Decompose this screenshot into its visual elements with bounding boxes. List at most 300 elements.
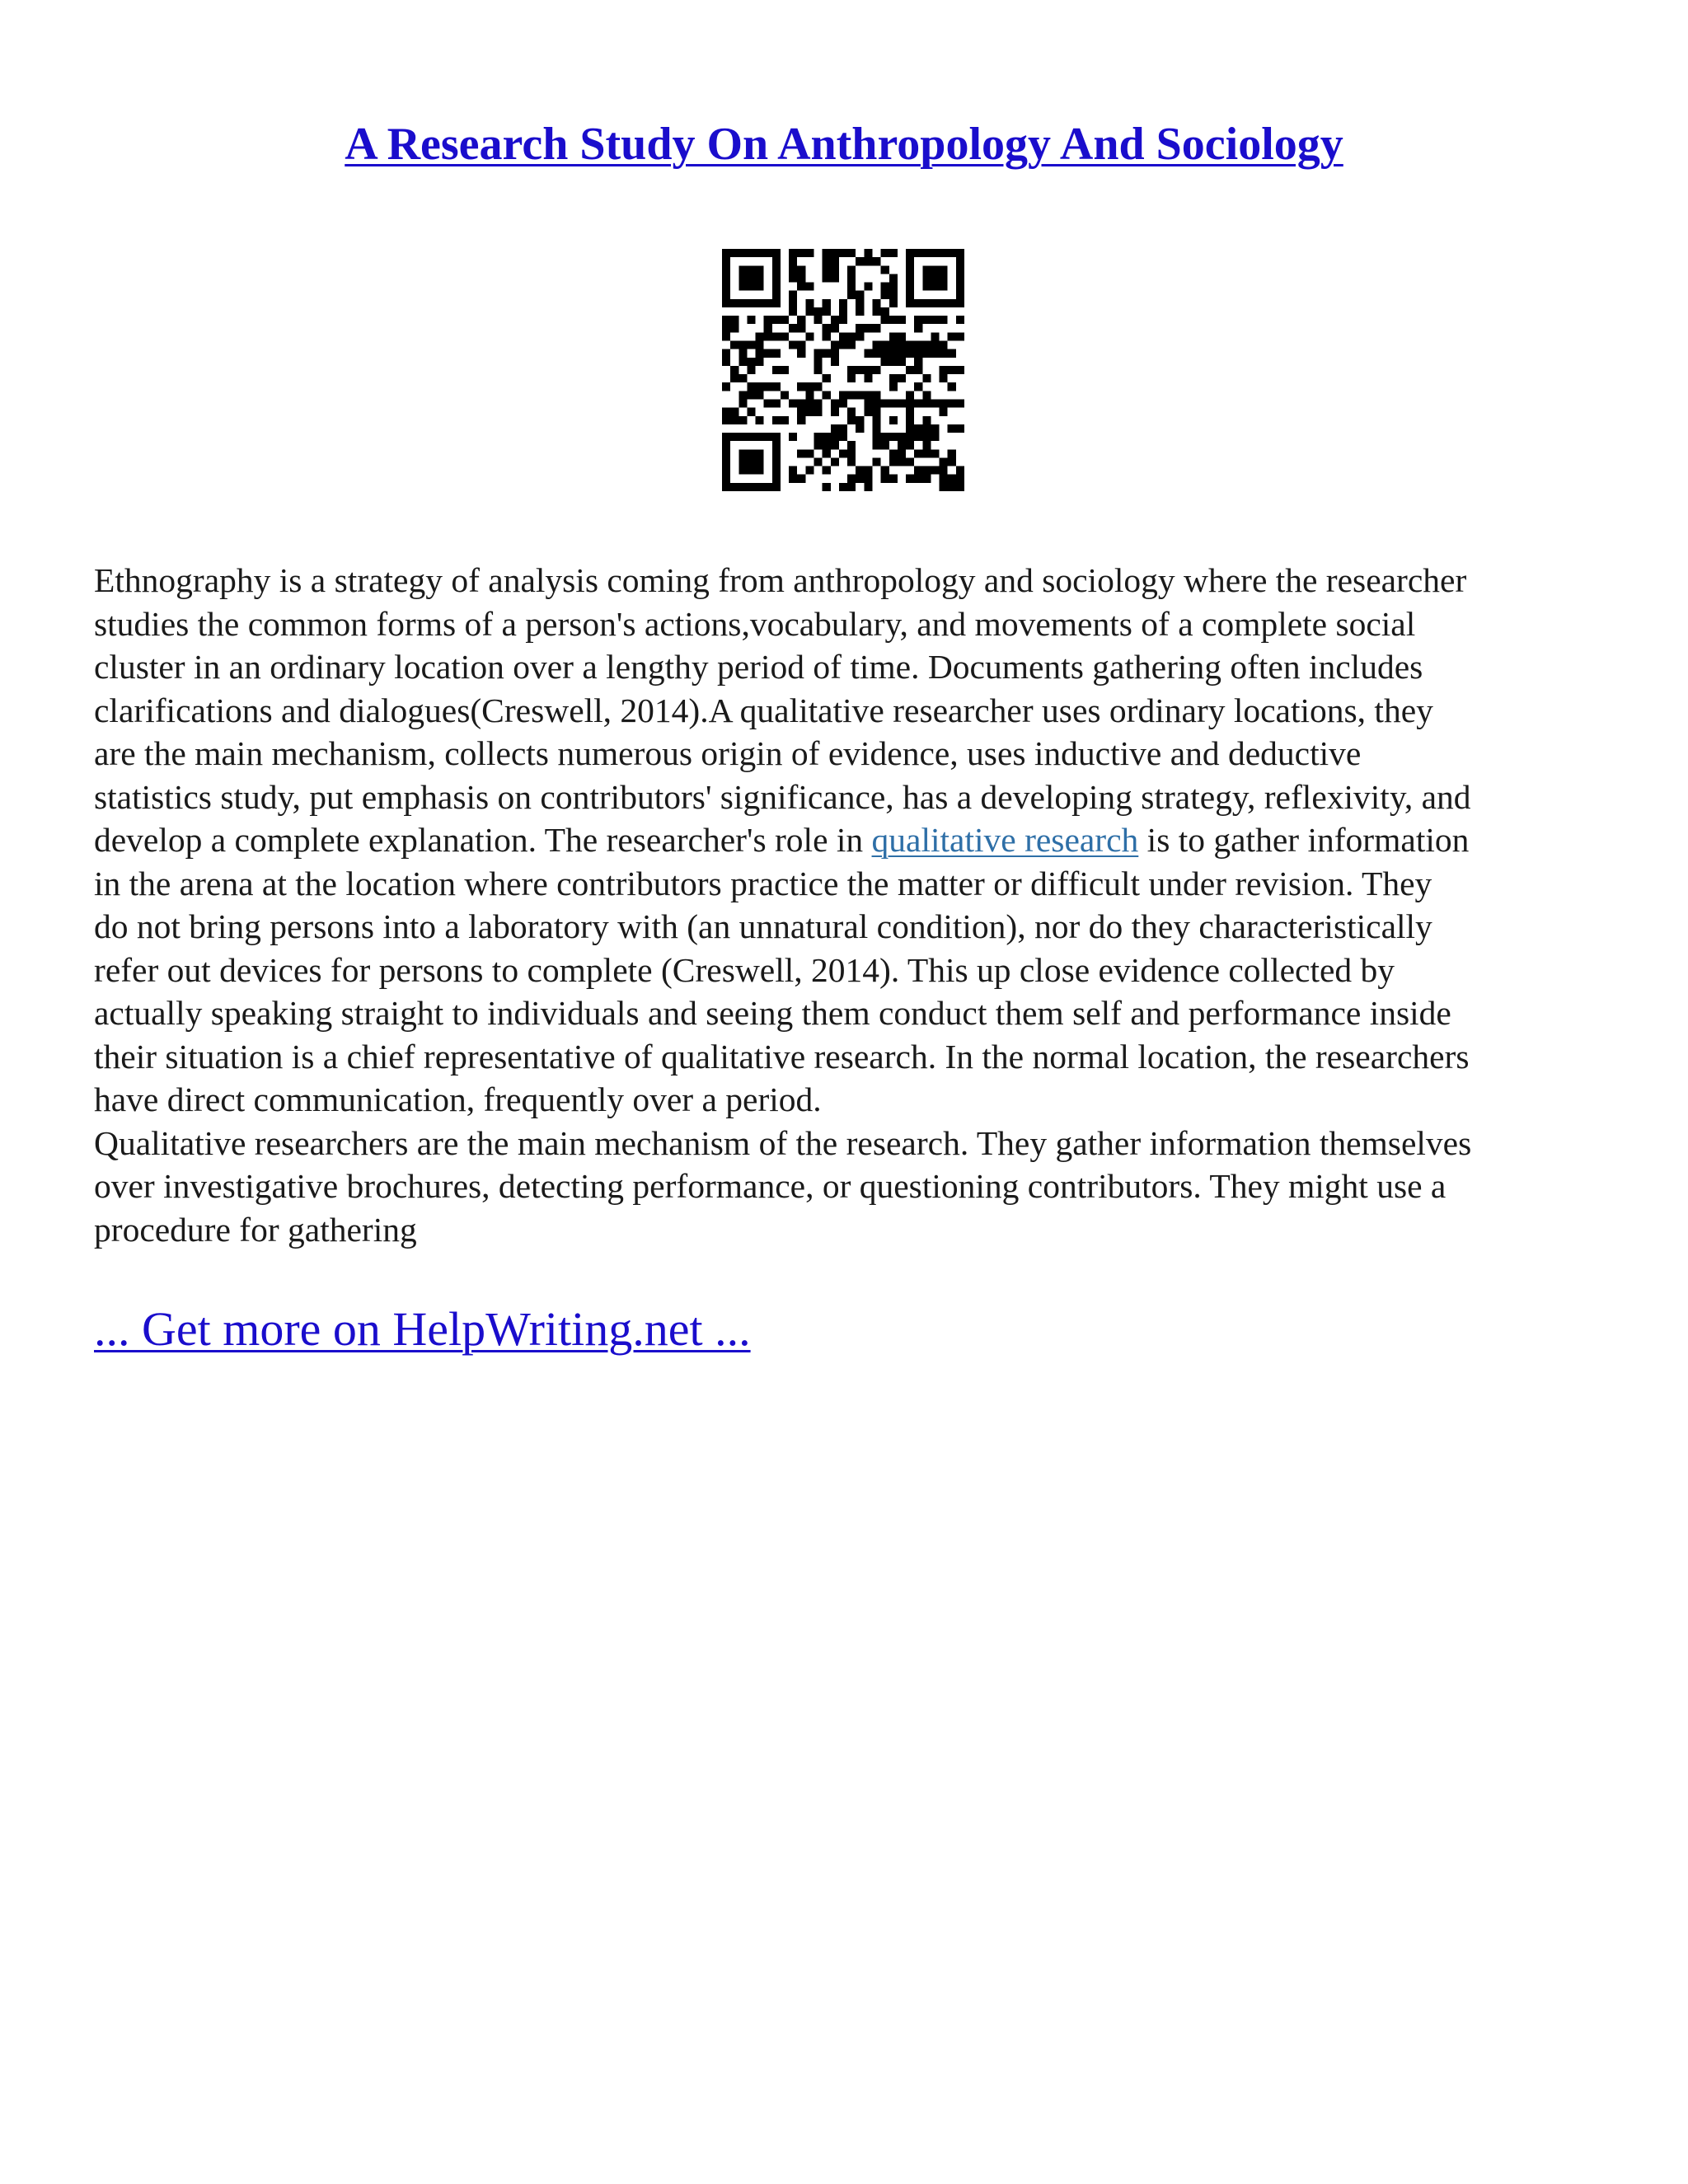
qr-module: [814, 457, 823, 466]
qr-module: [756, 265, 764, 274]
qr-module: [922, 299, 931, 307]
qr-module: [906, 291, 914, 299]
qr-module: [722, 316, 730, 324]
qr-module: [940, 475, 948, 483]
qr-module: [823, 391, 831, 399]
qr-module: [948, 399, 956, 407]
qr-module: [906, 274, 914, 282]
qr-module: [914, 424, 922, 433]
qr-module: [789, 399, 797, 407]
qr-module: [931, 283, 939, 291]
qr-module: [889, 374, 898, 382]
qr-module: [940, 366, 948, 374]
qr-module: [948, 457, 956, 466]
qr-module: [898, 332, 906, 340]
qr-module: [831, 457, 839, 466]
qr-module: [906, 457, 914, 466]
qr-module: [772, 433, 781, 441]
qr-module: [914, 324, 922, 332]
qr-module: [906, 283, 914, 291]
qr-module: [856, 332, 864, 340]
qr-module: [914, 475, 922, 483]
qr-module: [881, 249, 889, 257]
qr-module: [772, 366, 781, 374]
qr-module: [747, 408, 755, 416]
body-line: Qualitative researchers are the main mechanism of the research. They gather information themselves: [94, 1123, 1472, 1162]
qr-module: [738, 483, 747, 491]
qr-module: [889, 475, 898, 483]
qr-module: [847, 274, 856, 282]
qr-module: [839, 249, 847, 257]
qr-module: [881, 475, 889, 483]
qr-module: [872, 349, 880, 358]
qr-module: [839, 483, 847, 491]
qr-module: [823, 483, 831, 491]
qr-module: [764, 316, 772, 324]
qr-module: [756, 416, 764, 424]
qr-module: [764, 399, 772, 407]
qr-module: [764, 483, 772, 491]
qr-module: [881, 341, 889, 349]
qr-module: [906, 391, 914, 399]
get-more-link[interactable]: ... Get more on HelpWriting.net ...: [94, 1302, 751, 1356]
qr-module: [931, 299, 939, 307]
qr-module: [747, 382, 755, 391]
qr-module: [722, 475, 730, 483]
qr-module: [948, 449, 956, 457]
qr-module: [756, 466, 764, 475]
qr-module: [906, 441, 914, 449]
qr-module: [831, 324, 839, 332]
qr-module: [722, 433, 730, 441]
qr-module: [922, 399, 931, 407]
qr-module: [756, 457, 764, 466]
qr-module: [805, 332, 814, 340]
qr-module: [772, 475, 781, 483]
qr-module: [747, 483, 755, 491]
qr-module: [756, 358, 764, 366]
qr-module: [881, 307, 889, 316]
qr-module: [831, 257, 839, 265]
qr-module: [872, 257, 880, 265]
qr-module: [914, 382, 922, 391]
qr-module: [823, 449, 831, 457]
qr-module: [831, 433, 839, 441]
qr-module: [789, 299, 797, 307]
qr-module: [730, 366, 738, 374]
qr-module: [898, 316, 906, 324]
qr-module: [747, 341, 755, 349]
qr-module: [730, 408, 738, 416]
qr-module: [931, 466, 939, 475]
qr-module: [797, 449, 805, 457]
qr-module: [789, 466, 797, 475]
qr-module: [914, 466, 922, 475]
qr-module: [872, 399, 880, 407]
qr-module: [756, 332, 764, 340]
qr-module: [931, 349, 939, 358]
qr-module: [747, 316, 755, 324]
qr-module: [881, 358, 889, 366]
qr-module: [756, 391, 764, 399]
qr-module: [940, 374, 948, 382]
qr-module: [931, 316, 939, 324]
qr-module: [864, 374, 872, 382]
title-link[interactable]: A Research Study On Anthropology And Sociology: [345, 119, 1343, 170]
qr-module: [831, 249, 839, 257]
qr-module: [823, 324, 831, 332]
qr-module: [948, 483, 956, 491]
qr-module: [906, 424, 914, 433]
qr-module: [738, 341, 747, 349]
qr-module: [906, 299, 914, 307]
qr-module: [756, 299, 764, 307]
qr-module: [948, 475, 956, 483]
qr-module: [722, 332, 730, 340]
qr-module: [881, 291, 889, 299]
qr-module: [738, 299, 747, 307]
body-line: procedure for gathering: [94, 1210, 417, 1249]
qr-module: [956, 466, 964, 475]
qr-module: [889, 349, 898, 358]
qr-module: [756, 249, 764, 257]
qr-module: [864, 399, 872, 407]
qr-module: [747, 366, 755, 374]
qr-module: [722, 457, 730, 466]
qr-module: [956, 274, 964, 282]
qr-module: [881, 283, 889, 291]
qr-module: [738, 265, 747, 274]
qr-module: [940, 408, 948, 416]
qr-module: [722, 466, 730, 475]
qr-module: [722, 283, 730, 291]
qr-module: [914, 399, 922, 407]
qr-module: [940, 249, 948, 257]
qr-module: [839, 433, 847, 441]
qr-module: [747, 433, 755, 441]
qr-module: [940, 316, 948, 324]
qr-code-graphic: [722, 249, 964, 491]
qr-module: [931, 332, 939, 340]
qr-module: [797, 316, 805, 324]
qr-module: [823, 332, 831, 340]
qr-module: [747, 283, 755, 291]
qr-module: [805, 382, 814, 391]
qr-module: [914, 341, 922, 349]
body-line: are the main mechanism, collects numerous origin of evidence, uses inductive and deductive: [94, 734, 1362, 772]
qr-module: [797, 283, 805, 291]
qr-module: [881, 441, 889, 449]
qr-module: [789, 249, 797, 257]
qr-module: [730, 299, 738, 307]
qr-module: [906, 366, 914, 374]
qr-module: [889, 433, 898, 441]
qr-module: [931, 433, 939, 441]
qr-module: [839, 332, 847, 340]
qr-module: [772, 441, 781, 449]
qr-module: [805, 283, 814, 291]
qr-module: [814, 433, 823, 441]
qr-module: [805, 249, 814, 257]
body-line: Ethnography is a strategy of analysis coming from anthropology and sociology where the researcher: [94, 561, 1467, 599]
qr-module: [797, 382, 805, 391]
qr-module: [722, 358, 730, 366]
qr-module: [730, 433, 738, 441]
qr-module: [940, 274, 948, 282]
qr-module: [956, 424, 964, 433]
qr-module: [922, 265, 931, 274]
qr-module: [956, 316, 964, 324]
qr-module: [747, 466, 755, 475]
qr-module: [914, 433, 922, 441]
qr-module: [722, 408, 730, 416]
qr-module: [797, 265, 805, 274]
qr-module: [922, 249, 931, 257]
qr-module: [839, 299, 847, 307]
qr-module: [881, 433, 889, 441]
qr-module: [738, 416, 747, 424]
body-text-segment: develop a complete explanation. The researcher's role in: [94, 821, 872, 859]
qr-module: [889, 249, 898, 257]
qr-module: [805, 408, 814, 416]
body-line: cluster in an ordinary location over a lengthy period of time. Documents gathering often includes: [94, 648, 1423, 686]
qr-module: [956, 332, 964, 340]
qr-module: [789, 433, 797, 441]
qr-module: [856, 466, 864, 475]
qr-module: [889, 382, 898, 391]
qr-module: [772, 265, 781, 274]
qr-module: [956, 475, 964, 483]
qr-module: [940, 399, 948, 407]
qr-module: [922, 341, 931, 349]
qr-module: [772, 249, 781, 257]
qr-module: [772, 332, 781, 340]
qr-module: [814, 382, 823, 391]
qr-module: [898, 457, 906, 466]
qr-module: [906, 257, 914, 265]
qr-module: [797, 324, 805, 332]
qr-module: [956, 299, 964, 307]
qr-module: [906, 265, 914, 274]
qr-module: [856, 324, 864, 332]
qr-module: [839, 341, 847, 349]
qr-module: [906, 433, 914, 441]
qr-module: [814, 399, 823, 407]
qr-module: [805, 449, 814, 457]
qr-module: [823, 433, 831, 441]
qr-module: [864, 349, 872, 358]
body-line: have direct communication, frequently over a period.: [94, 1080, 822, 1118]
qr-module: [747, 249, 755, 257]
qr-module: [856, 299, 864, 307]
body-line: over investigative brochures, detecting performance, or questioning contributors. They might use a: [94, 1167, 1447, 1205]
qr-module: [764, 349, 772, 358]
qr-module: [722, 265, 730, 274]
qr-module: [914, 299, 922, 307]
qr-module: [730, 483, 738, 491]
qr-module: [738, 283, 747, 291]
body-text-segment: is to gather information: [1138, 821, 1470, 859]
qr-module: [889, 399, 898, 407]
qr-module: [898, 433, 906, 441]
qr-module: [814, 349, 823, 358]
qr-module: [764, 299, 772, 307]
qr-module: [856, 307, 864, 316]
qr-module: [931, 449, 939, 457]
qualitative-research-link[interactable]: qualitative research: [871, 821, 1139, 859]
qr-module: [747, 265, 755, 274]
qr-module: [738, 391, 747, 399]
qr-module: [898, 399, 906, 407]
qr-module: [722, 483, 730, 491]
qr-module: [756, 433, 764, 441]
qr-module: [839, 307, 847, 316]
qr-module: [914, 358, 922, 366]
qr-module: [781, 391, 789, 399]
qr-module: [889, 457, 898, 466]
qr-module: [922, 416, 931, 424]
qr-module: [872, 433, 880, 441]
qr-module: [805, 466, 814, 475]
qr-module: [789, 274, 797, 282]
qr-module: [722, 349, 730, 358]
article-body: [94, 559, 1602, 1251]
qr-module: [831, 408, 839, 416]
qr-module: [814, 358, 823, 366]
qr-module: [898, 449, 906, 457]
qr-module: [730, 316, 738, 324]
qr-module: [856, 424, 864, 433]
qr-module: [738, 457, 747, 466]
qr-module: [747, 274, 755, 282]
qr-module: [898, 374, 906, 382]
qr-module: [922, 316, 931, 324]
qr-module: [781, 416, 789, 424]
qr-module: [864, 324, 872, 332]
qr-module: [839, 316, 847, 324]
qr-module: [931, 249, 939, 257]
qr-module: [789, 257, 797, 265]
qr-module: [738, 274, 747, 282]
qr-module: [889, 283, 898, 291]
qr-module: [789, 341, 797, 349]
qr-module: [738, 449, 747, 457]
qr-module: [847, 341, 856, 349]
qr-module: [772, 291, 781, 299]
qr-module: [847, 483, 856, 491]
qr-module: [906, 416, 914, 424]
qr-module: [864, 283, 872, 291]
qr-module: [831, 265, 839, 274]
qr-module: [864, 257, 872, 265]
qr-module: [864, 366, 872, 374]
body-line: studies the common forms of a person's actions,vocabulary, and movements of a complete social: [94, 604, 1416, 643]
qr-module: [722, 249, 730, 257]
qr-module: [872, 408, 880, 416]
qr-module: [839, 449, 847, 457]
qr-module: [906, 349, 914, 358]
qr-module: [948, 366, 956, 374]
qr-module: [940, 483, 948, 491]
qr-module: [940, 341, 948, 349]
qr-module: [948, 249, 956, 257]
qr-module: [772, 316, 781, 324]
qr-module: [956, 399, 964, 407]
qr-module: [831, 349, 839, 358]
qr-module: [772, 299, 781, 307]
qr-module: [797, 274, 805, 282]
qr-module: [814, 366, 823, 374]
qr-module: [823, 249, 831, 257]
qr-module: [805, 307, 814, 316]
qr-module: [956, 483, 964, 491]
qr-module: [797, 341, 805, 349]
qr-module: [847, 391, 856, 399]
qr-module: [922, 424, 931, 433]
qr-module: [814, 441, 823, 449]
qr-module: [914, 249, 922, 257]
qr-module: [772, 457, 781, 466]
qr-module: [864, 408, 872, 416]
qr-module: [847, 449, 856, 457]
qr-module: [764, 332, 772, 340]
qr-module: [789, 475, 797, 483]
qr-module: [889, 341, 898, 349]
qr-module: [948, 299, 956, 307]
qr-module: [847, 291, 856, 299]
qr-module: [956, 366, 964, 374]
qr-module: [756, 382, 764, 391]
qr-module: [864, 483, 872, 491]
qr-module: [906, 249, 914, 257]
qr-module: [789, 307, 797, 316]
qr-module: [847, 374, 856, 382]
qr-code-icon[interactable]: [722, 249, 964, 491]
qr-module: [805, 391, 814, 399]
qr-module: [823, 349, 831, 358]
qr-module: [914, 449, 922, 457]
qr-module: [956, 283, 964, 291]
qr-module: [948, 382, 956, 391]
qr-module: [839, 391, 847, 399]
qr-module: [738, 249, 747, 257]
qr-module: [889, 332, 898, 340]
qr-module: [889, 416, 898, 424]
qr-module: [814, 316, 823, 324]
qr-module: [940, 457, 948, 466]
qr-module: [847, 366, 856, 374]
qr-module: [898, 349, 906, 358]
qr-module: [772, 382, 781, 391]
qr-module: [797, 416, 805, 424]
qr-module: [872, 416, 880, 424]
qr-module: [831, 424, 839, 433]
qr-module: [797, 408, 805, 416]
qr-module: [956, 249, 964, 257]
qr-module: [831, 358, 839, 366]
qr-module: [889, 449, 898, 457]
qr-module: [831, 341, 839, 349]
qr-module: [872, 324, 880, 332]
qr-module: [881, 466, 889, 475]
qr-module: [756, 349, 764, 358]
qr-module: [931, 274, 939, 282]
qr-module: [922, 283, 931, 291]
qr-module: [889, 316, 898, 324]
qr-module: [722, 449, 730, 457]
body-line: their situation is a chief representative of qualitative research. In the normal location, the researchers: [94, 1037, 1470, 1076]
qr-module: [764, 433, 772, 441]
